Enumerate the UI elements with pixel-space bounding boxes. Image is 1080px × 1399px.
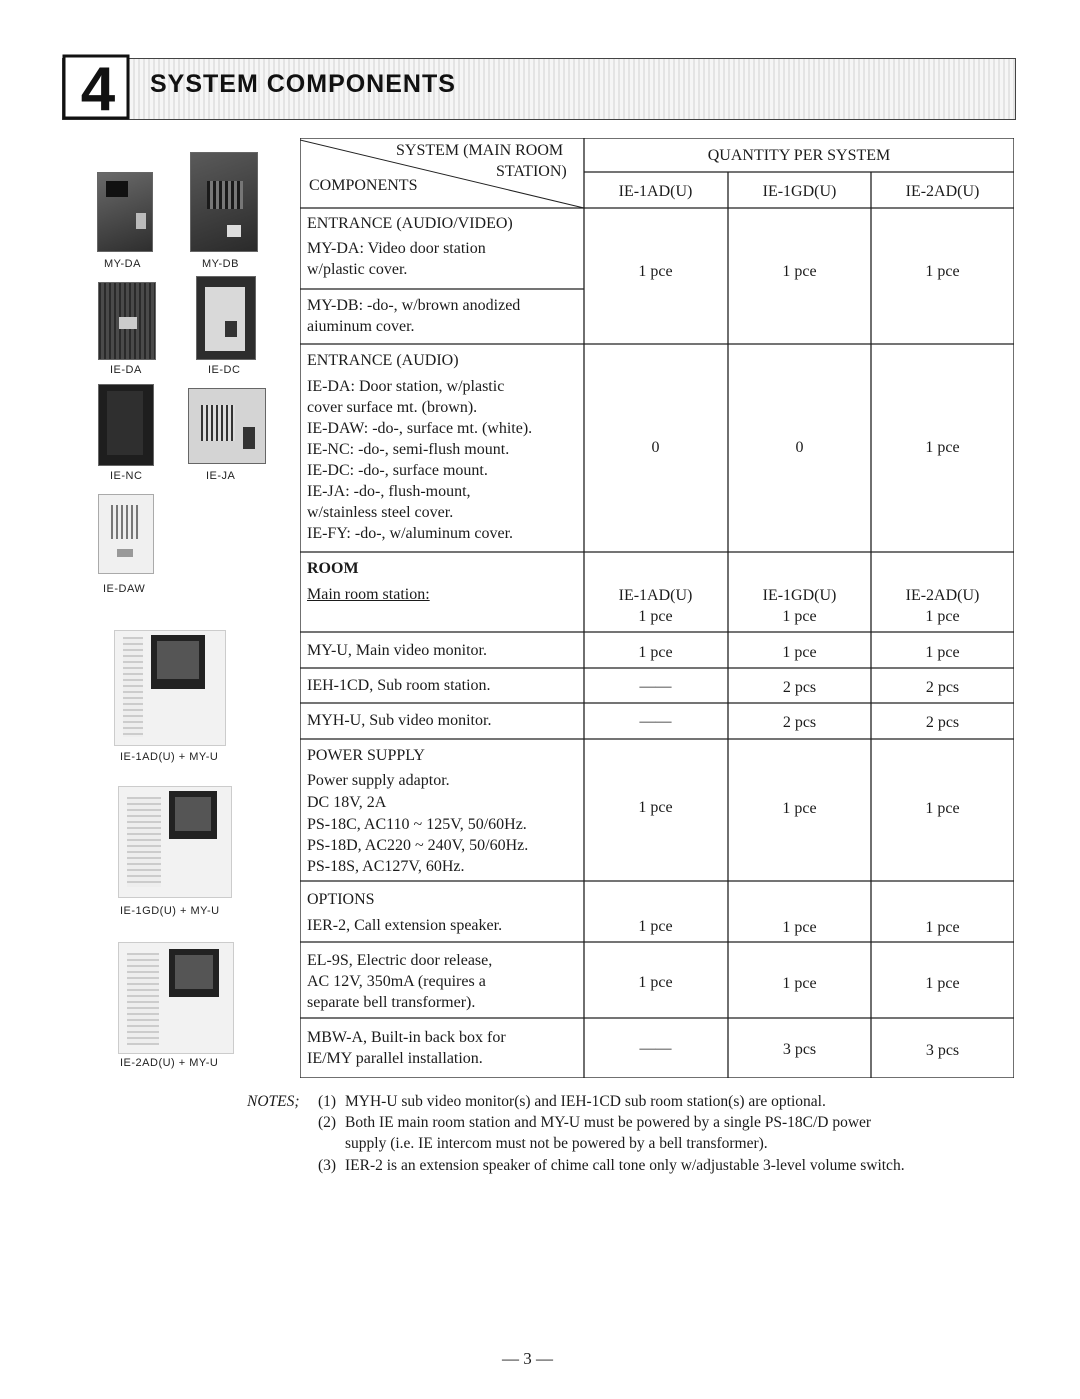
item-line: EL-9S, Electric door release, [307,952,493,969]
item-line: MYH-U, Sub video monitor. [307,712,492,729]
note-line: IER-2 is an extension speaker of chime call tone only w/adjustable 3-level volume switch. [345,1157,905,1174]
qty-cell: 2 pcs [925,679,960,696]
qty-cell: 1 pce [925,919,960,936]
qty-cell: 1 pce [638,263,673,280]
qty-cell: —— [639,1040,672,1057]
qty-cell: 1 pce [925,975,960,992]
note-number: (2) [318,1114,337,1131]
qty-cell: 1 pce [782,644,817,661]
page-number: — 3 — [502,1349,553,1368]
item-line: IEH-1CD, Sub room station. [307,677,491,694]
qty-cell: 1 pce [782,263,817,280]
item-line: cover surface mt. (brown). [307,399,478,416]
item-line: IE-DA: Door station, w/plastic [307,378,505,395]
photo-ie-daw [98,494,154,574]
photo-ie-1gdu-my-u [118,786,232,898]
item-line: MY-DB: -do-, w/brown anodized [307,297,521,314]
column-header: IE-1AD(U) [618,183,693,200]
photo-ie-ja [188,388,266,464]
photo-label: IE-DAW [103,583,146,595]
section-heading: POWER SUPPLY [307,747,425,764]
note-line: supply (i.e. IE intercom must not be powered by a bell transformer). [345,1135,768,1152]
photo-label: MY-DA [104,258,141,270]
item-line: IE-DC: -do-, surface mount. [307,462,488,479]
photo-label: IE-DA [110,364,142,376]
model-cell: IE-2AD(U) [905,587,980,604]
section-number: 4 [80,55,116,120]
photo-ie-nc [98,384,154,466]
item-line: MY-DA: Video door station [307,240,486,257]
note-line: Both IE main room station and MY-U must be powered by a single PS-18C/D power [345,1114,872,1131]
qty-cell: 3 pcs [782,1041,817,1058]
item-line: IE-JA: -do-, flush-mount, [307,483,471,500]
qty-cell: 1 pce [925,800,960,817]
photo-ie-1adu-my-u [114,630,226,746]
item-line: AC 12V, 350mA (requires a [307,973,486,990]
item-line: PS-18C, AC110 ~ 125V, 50/60Hz. [307,816,527,833]
column-header: IE-1GD(U) [762,183,837,200]
note-line: MYH-U sub video monitor(s) and IEH-1CD sub room station(s) are optional. [345,1093,826,1110]
qty-cell: 1 pce [925,644,960,661]
photo-label: MY-DB [202,258,239,270]
section-heading: ROOM [307,560,359,577]
qty-cell: —— [639,713,672,730]
item-line: PS-18S, AC127V, 60Hz. [307,858,465,875]
model-cell: IE-1GD(U) [762,587,837,604]
qty-cell: 0 [795,439,804,456]
qty-cell: 1 pce [638,608,673,625]
column-header: IE-2AD(U) [905,183,980,200]
photo-ie-2adu-my-u [118,942,234,1054]
qty-cell: 1 pce [782,608,817,625]
page-title: SYSTEM COMPONENTS [150,70,456,98]
photo-label: IE-2AD(U) + MY-U [120,1057,219,1069]
item-line: aiuminum cover. [307,318,415,335]
qty-cell: 1 pce [638,644,673,661]
qty-cell: 1 pce [925,608,960,625]
note-number: (1) [318,1093,337,1110]
qty-cell: 1 pce [925,263,960,280]
corner-station-label: STATION) [496,163,567,180]
qty-cell: 1 pce [638,974,673,991]
photo-my-da [97,172,153,252]
qty-cell: 3 pcs [925,1042,960,1059]
qty-cell: 0 [651,439,660,456]
photo-ie-dc [196,276,256,360]
qty-cell: 2 pcs [925,714,960,731]
photo-label: IE-NC [110,470,143,482]
item-line: w/stainless steel cover. [307,504,454,521]
section-heading: OPTIONS [307,891,375,908]
notes-label: NOTES; [247,1093,300,1110]
item-line: IE/MY parallel installation. [307,1050,483,1067]
item-line: MY-U, Main video monitor. [307,642,487,659]
item-line: IE-FY: -do-, w/aluminum cover. [307,525,514,542]
item-line: MBW-A, Built-in back box for [307,1029,506,1046]
section-heading: ENTRANCE (AUDIO/VIDEO) [307,215,513,232]
item-line: DC 18V, 2A [307,794,387,811]
photo-label: IE-1GD(U) + MY-U [120,905,220,917]
quantity-header: QUANTITY PER SYSTEM [707,147,891,164]
item-line: w/plastic cover. [307,261,408,278]
photo-ie-da [98,282,156,360]
qty-cell: 1 pce [782,919,817,936]
item-line: Main room station: [307,586,430,603]
section-number-badge [62,50,132,120]
corner-system-label: SYSTEM (MAIN ROOM [396,142,564,159]
qty-cell: 1 pce [638,799,673,816]
qty-cell: 1 pce [925,439,960,456]
photo-my-db [190,152,258,252]
item-line: IE-NC: -do-, semi-flush mount. [307,441,510,458]
qty-cell: 1 pce [638,918,673,935]
item-line: IER-2, Call extension speaker. [307,917,503,934]
qty-cell: 1 pce [782,975,817,992]
qty-cell: —— [639,678,672,695]
photo-label: IE-JA [206,470,236,482]
photo-label: IE-1AD(U) + MY-U [120,751,219,763]
item-line: PS-18D, AC220 ~ 240V, 50/60Hz. [307,837,529,854]
qty-cell: 1 pce [782,800,817,817]
item-line: Power supply adaptor. [307,772,450,789]
corner-components-label: COMPONENTS [309,177,418,194]
section-heading: ENTRANCE (AUDIO) [307,352,459,369]
note-number: (3) [318,1157,337,1174]
item-line: separate bell transformer). [307,994,476,1011]
photo-label: IE-DC [208,364,241,376]
qty-cell: 2 pcs [782,679,817,696]
model-cell: IE-1AD(U) [618,587,693,604]
item-line: IE-DAW: -do-, surface mt. (white). [307,420,533,437]
qty-cell: 2 pcs [782,714,817,731]
